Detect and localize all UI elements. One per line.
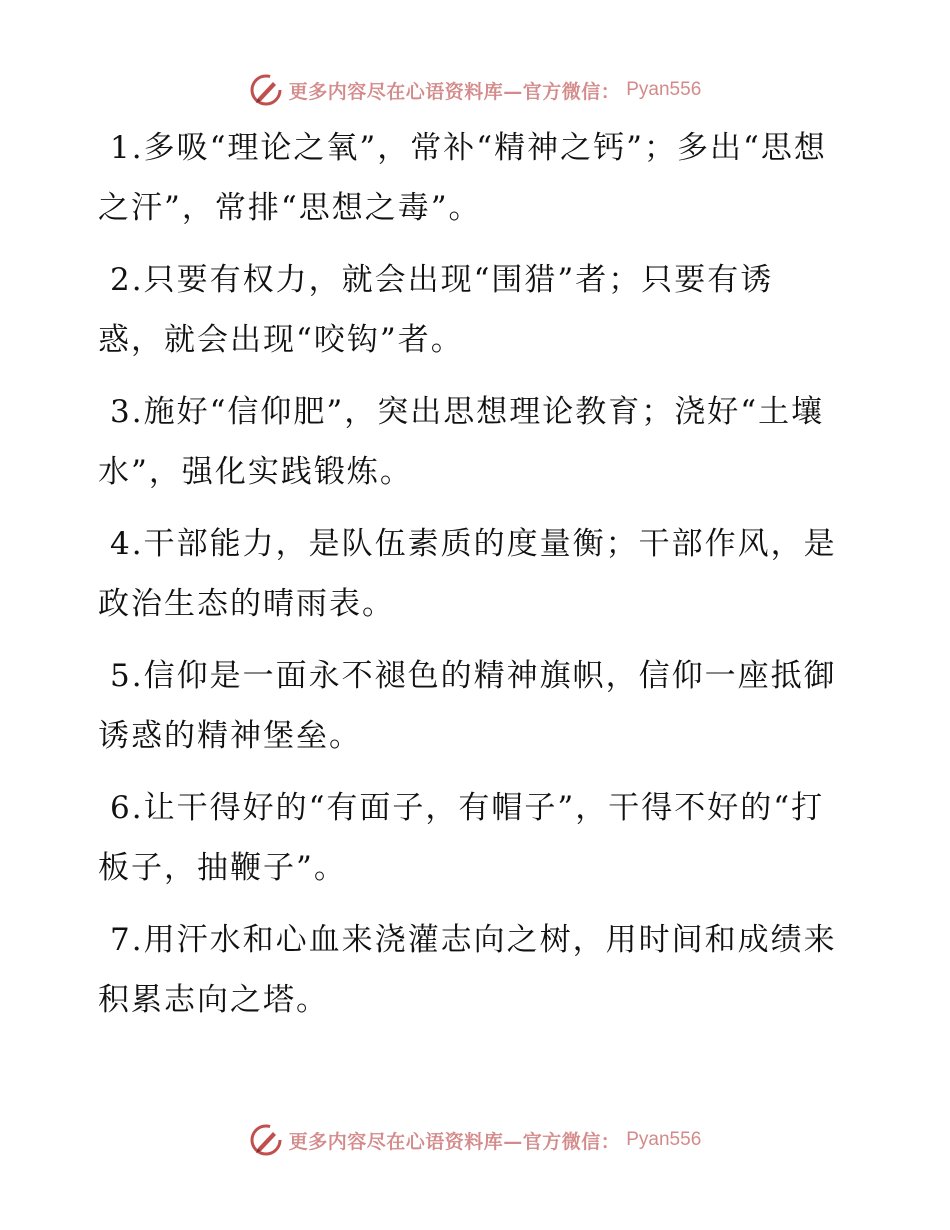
header-watermark [0, 70, 950, 110]
quote-list [98, 118, 838, 1042]
pen-logo-icon [249, 1123, 283, 1157]
watermark-contact: Pyan556 [626, 1129, 702, 1150]
watermark-text: 更多内容尽在心语资料库—官方微信： [288, 80, 621, 103]
footer-watermark [0, 1120, 950, 1160]
quote-item-6: 6.让干得好的“有面子，有帽子”，干得不好的“打板子，抽鞭子”。 [98, 790, 825, 886]
quote-item-4: 4.干部能力，是队伍素质的度量衡；干部作风，是政治生态的晴雨表。 [98, 526, 837, 622]
quote-item-7: 7.用汗水和心血来浇灌志向之树，用时间和成绩来积累志向之塔。 [98, 922, 837, 1018]
quote-item-5: 5.信仰是一面永不褪色的精神旗帜，信仰一座抵御诱惑的精神堡垒。 [98, 658, 837, 754]
watermark-contact: Pyan556 [626, 79, 702, 100]
quote-item-3: 3.施好“信仰肥”，突出思想理论教育；浇好“土壤水”，强化实践锻炼。 [98, 394, 825, 490]
quote-item-1: 1.多吸“理论之氧”，常补“精神之钙”；多出“思想之汗”，常排“思想之毒”。 [98, 130, 827, 226]
quote-item-2: 2.只要有权力，就会出现“围猎”者；只要有诱惑，就会出现“咬钩”者。 [98, 262, 774, 358]
watermark-text: 更多内容尽在心语资料库—官方微信： [288, 1130, 621, 1153]
pen-logo-icon [249, 73, 283, 107]
